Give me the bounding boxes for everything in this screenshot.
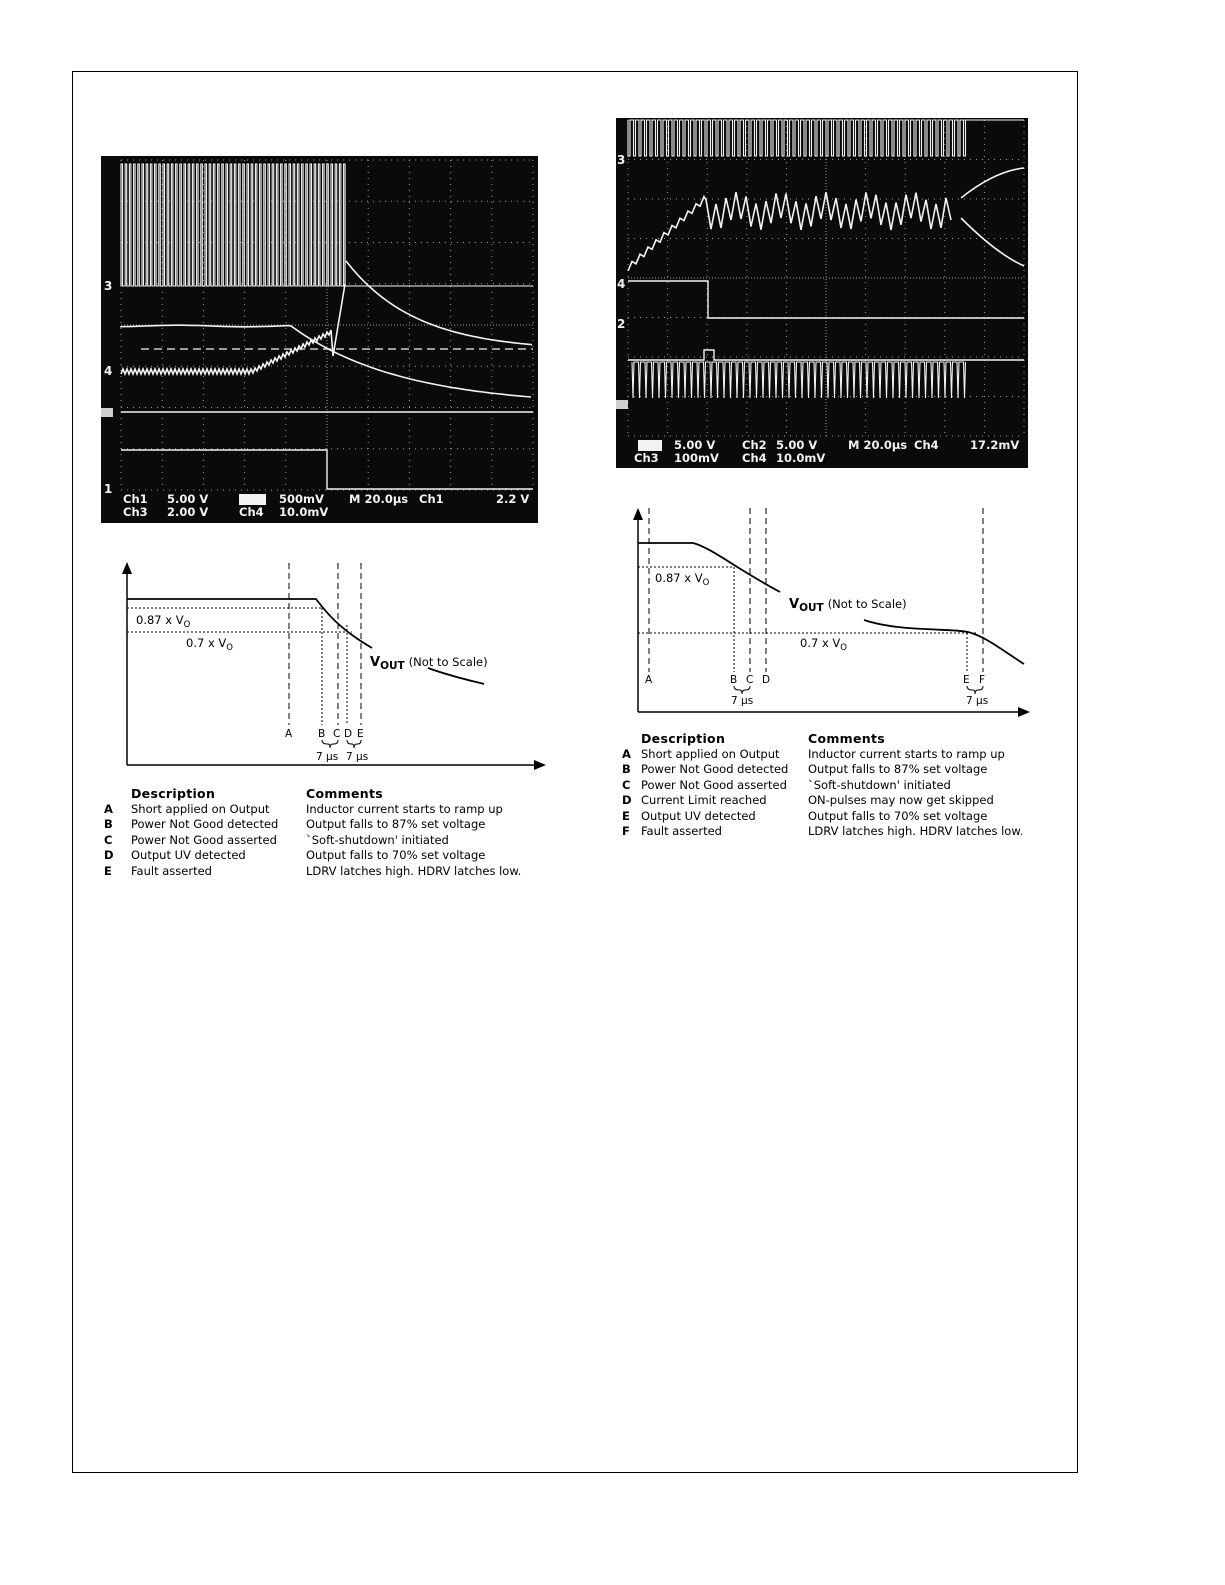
legend-comment: Inductor current starts to ramp up bbox=[306, 801, 503, 816]
right-legend-row bbox=[622, 824, 1042, 840]
left-marker-e: E bbox=[357, 728, 364, 740]
right-marker-f: F bbox=[979, 674, 986, 686]
right-legend-table bbox=[622, 731, 1042, 840]
left-ch4-marker: 4 bbox=[104, 364, 113, 378]
right-legend-row bbox=[622, 778, 1042, 794]
left-marker-c: C bbox=[333, 728, 341, 740]
legend-letter: B bbox=[104, 817, 113, 831]
legend-comment: ON-pulses may now get skipped bbox=[808, 793, 994, 807]
legend-description: Power Not Good asserted bbox=[641, 777, 787, 792]
legend-comment: LDRV latches high. HDRV latches low. bbox=[808, 824, 1024, 838]
right-legend-comments-header: Comments bbox=[808, 731, 886, 746]
left-readout-ch1-value: 5.00 V bbox=[167, 492, 209, 506]
right-interval-2: 7 µs bbox=[966, 695, 989, 707]
left-level-087-label: 0.87 x $V_O$ bbox=[136, 613, 191, 630]
left-interval-1: 7 µs bbox=[316, 751, 339, 763]
right-interval-1: 7 µs bbox=[731, 695, 754, 707]
legend-letter: E bbox=[104, 863, 112, 878]
left-readout-ch4-label: Ch4 bbox=[239, 505, 264, 519]
left-readout-ch3-value: 2.00 V bbox=[167, 505, 209, 519]
right-marker-e: E bbox=[963, 674, 970, 686]
legend-letter: C bbox=[104, 832, 113, 847]
legend-description: Fault asserted bbox=[641, 824, 722, 838]
left-interval-2: 7 µs bbox=[346, 751, 369, 763]
left-marker-a: A bbox=[285, 728, 293, 740]
right-legend-row bbox=[622, 762, 1042, 778]
legend-letter: A bbox=[104, 801, 113, 816]
right-marker-b: B bbox=[730, 674, 738, 686]
right-readout-ch1-value: 5.00 V bbox=[674, 438, 716, 452]
legend-description: Output UV detected bbox=[641, 808, 756, 823]
right-legend-row bbox=[622, 793, 1042, 809]
right-legend-description-header: Description bbox=[641, 731, 726, 746]
legend-comment: LDRV latches high. HDRV latches low. bbox=[306, 863, 522, 878]
left-ch1-marker: 1 bbox=[104, 482, 113, 496]
left-readout-ch3-label: Ch3 bbox=[123, 505, 148, 519]
legend-description: Power Not Good detected bbox=[131, 817, 279, 831]
right-ch4-marker: 4 bbox=[617, 277, 626, 291]
legend-description: Power Not Good detected bbox=[641, 762, 789, 776]
left-legend-row bbox=[104, 833, 544, 849]
right-marker-c: C bbox=[746, 674, 754, 686]
right-level-087-label: 0.87 x $V_O$ bbox=[655, 571, 710, 588]
legend-comment: Output falls to 87% set voltage bbox=[808, 762, 988, 776]
right-legend-header bbox=[622, 731, 1042, 747]
right-readout-trigger-level: 17.2mV bbox=[970, 438, 1020, 452]
left-marker-b: B bbox=[318, 728, 326, 740]
right-readout-ch2-label: Ch2 bbox=[742, 438, 767, 452]
right-vout-label: VOUT (Not to Scale) bbox=[789, 597, 907, 614]
left-ch3-marker: 3 bbox=[104, 279, 113, 293]
right-marker-d: D bbox=[762, 674, 771, 686]
right-readout-timebase: M 20.0µs bbox=[848, 438, 908, 452]
right-readout-ch4-label: Ch4 bbox=[742, 451, 767, 465]
left-legend-header bbox=[104, 786, 544, 802]
right-readout-ch3-label: Ch3 bbox=[634, 451, 659, 465]
right-readout-ch4-value: 10.0mV bbox=[776, 451, 826, 465]
legend-letter: B bbox=[622, 762, 631, 776]
left-legend-description-header: Description bbox=[131, 786, 216, 801]
legend-description: Output UV detected bbox=[131, 848, 246, 862]
legend-description: Short applied on Output bbox=[131, 801, 270, 816]
right-readout-trigger-channel: Ch4 bbox=[914, 438, 939, 452]
right-level-07-label: 0.7 x $V_O$ bbox=[800, 636, 847, 653]
legend-description: Fault asserted bbox=[131, 863, 212, 878]
left-legend-row bbox=[104, 802, 544, 818]
right-marker-a: A bbox=[645, 674, 653, 686]
left-legend-row bbox=[104, 817, 544, 833]
legend-letter: C bbox=[622, 777, 631, 792]
right-readout-ch2-value: 5.00 V bbox=[776, 438, 818, 452]
legend-letter: D bbox=[104, 848, 114, 862]
legend-comment: Output falls to 70% set voltage bbox=[808, 808, 988, 823]
right-timing-diagram bbox=[0, 0, 1060, 730]
legend-letter: F bbox=[622, 824, 630, 838]
right-readout-ch3-value: 100mV bbox=[674, 451, 719, 465]
legend-comment: Output falls to 70% set voltage bbox=[306, 848, 486, 862]
left-level-07-label: 0.7 x $V_O$ bbox=[186, 636, 233, 653]
left-legend-row bbox=[104, 864, 544, 880]
legend-letter: E bbox=[622, 808, 630, 823]
left-legend-table bbox=[104, 786, 544, 879]
legend-comment: `Soft-shutdown' initiated bbox=[808, 777, 951, 792]
legend-description: Power Not Good asserted bbox=[131, 832, 277, 847]
legend-comment: Inductor current starts to ramp up bbox=[808, 746, 1005, 761]
right-ch2-marker: 2 bbox=[617, 317, 626, 331]
right-legend-row bbox=[622, 747, 1042, 763]
left-readout-trigger-level: 2.2 V bbox=[496, 492, 530, 506]
left-legend-row bbox=[104, 848, 544, 864]
left-legend-comments-header: Comments bbox=[306, 786, 384, 801]
left-readout-trigger-channel: Ch1 bbox=[419, 492, 444, 506]
right-legend-row bbox=[622, 809, 1042, 825]
left-readout-ch1-label: Ch1 bbox=[123, 492, 148, 506]
legend-description: Short applied on Output bbox=[641, 746, 780, 761]
left-marker-d: D bbox=[344, 728, 353, 740]
legend-comment: `Soft-shutdown' initiated bbox=[306, 832, 449, 847]
left-readout-ch2-value: 500mV bbox=[279, 492, 324, 506]
legend-description: Current Limit reached bbox=[641, 793, 767, 807]
left-readout-ch4-value: 10.0mV bbox=[279, 505, 329, 519]
legend-letter: A bbox=[622, 746, 631, 761]
legend-letter: D bbox=[622, 793, 632, 807]
left-readout-timebase: M 20.0µs bbox=[349, 492, 409, 506]
left-vout-label: VOUT (Not to Scale) bbox=[370, 655, 488, 672]
legend-comment: Output falls to 87% set voltage bbox=[306, 817, 486, 831]
right-ch3-marker: 3 bbox=[617, 153, 626, 167]
